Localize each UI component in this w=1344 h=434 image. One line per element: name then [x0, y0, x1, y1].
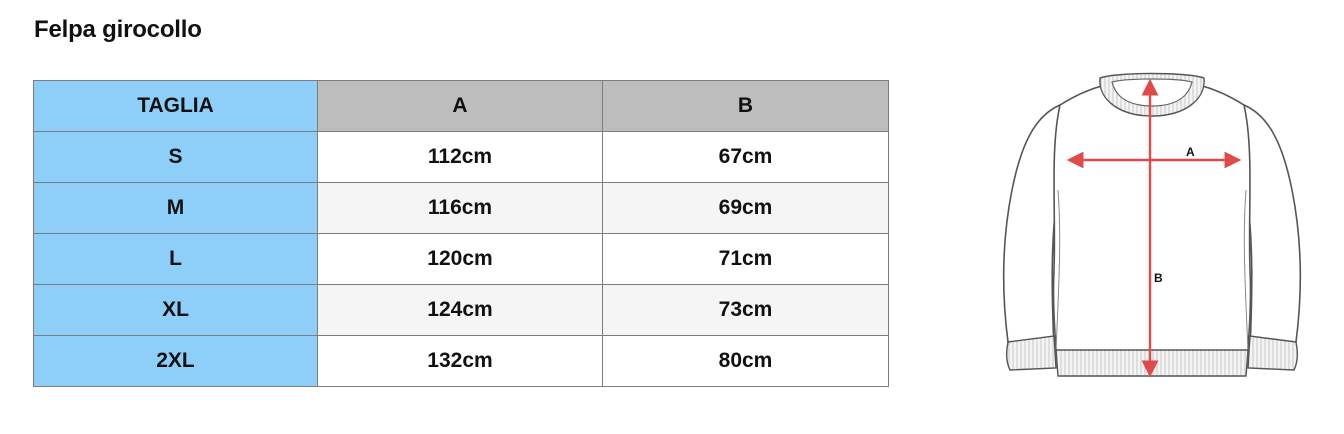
measure-b-cell: 80cm [603, 336, 889, 387]
waistband [1056, 350, 1248, 376]
size-cell: S [34, 132, 318, 183]
measure-b-cell: 69cm [603, 183, 889, 234]
size-cell: M [34, 183, 318, 234]
left-sleeve [1004, 105, 1060, 350]
measure-a-cell: 116cm [318, 183, 603, 234]
table-row [34, 285, 889, 336]
table-row [34, 183, 889, 234]
right-sleeve [1244, 105, 1300, 350]
measure-a-cell: 124cm [318, 285, 603, 336]
header-a: A [318, 81, 603, 132]
size-cell: XL [34, 285, 318, 336]
size-cell: L [34, 234, 318, 285]
table-row [34, 132, 889, 183]
measure-b-cell: 71cm [603, 234, 889, 285]
header-taglia: TAGLIA [34, 81, 318, 132]
page-title: Felpa girocollo [34, 16, 202, 43]
measure-a-cell: 112cm [318, 132, 603, 183]
measure-b-cell: 67cm [603, 132, 889, 183]
measure-a-cell: 132cm [318, 336, 603, 387]
left-cuff [1007, 336, 1056, 370]
table-row [34, 336, 889, 387]
size-cell: 2XL [34, 336, 318, 387]
header-b: B [603, 81, 889, 132]
size-chart-table [33, 80, 889, 387]
right-cuff [1248, 336, 1297, 370]
measure-a-cell: 120cm [318, 234, 603, 285]
sweater-illustration [992, 70, 1312, 382]
measure-a-label: A [1186, 145, 1195, 159]
table-header-row [34, 81, 889, 132]
table-row [34, 234, 889, 285]
measure-b-cell: 73cm [603, 285, 889, 336]
sweater-body [1053, 80, 1250, 352]
measure-b-label: B [1154, 271, 1163, 285]
sweater-measurement-diagram [992, 70, 1312, 382]
